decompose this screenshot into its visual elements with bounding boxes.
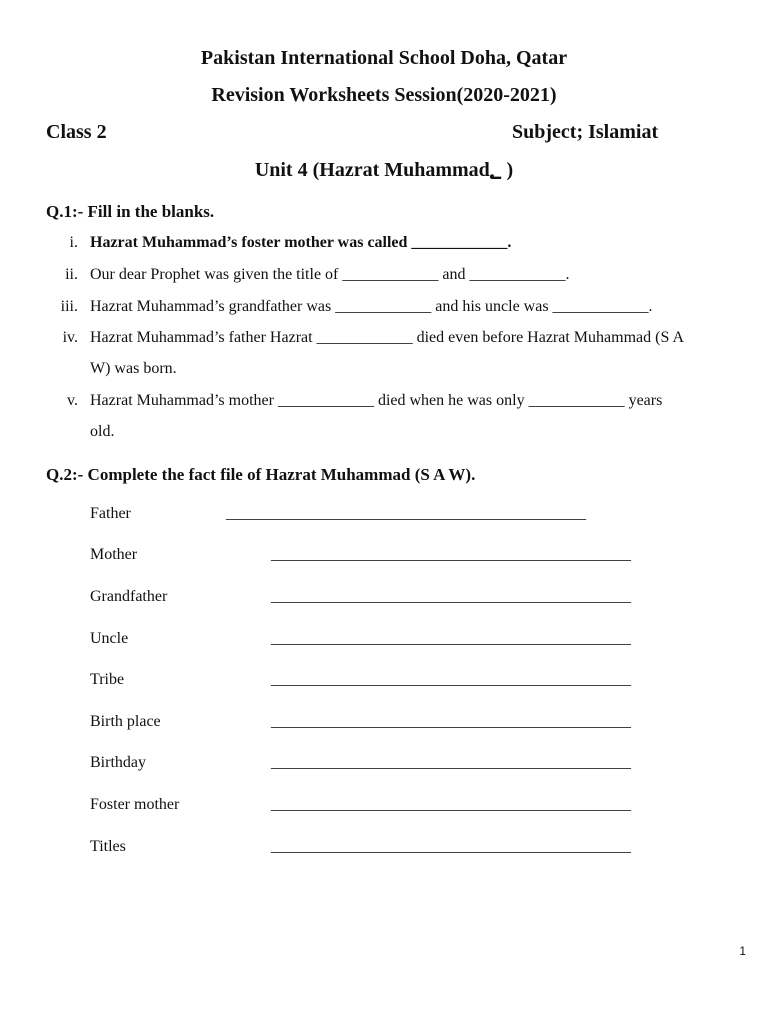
item-text: Hazrat Muhammad’s grandfather was ____________ and his uncle was ____________. xyxy=(90,298,653,315)
fact-label: Grandfather xyxy=(90,588,168,605)
item-text: Hazrat Muhammad’s foster mother was called ____________. xyxy=(90,234,512,251)
answer-blank[interactable]: _____________________________________________ xyxy=(271,588,631,605)
school-title: Pakistan International School Doha, Qatar xyxy=(200,47,568,69)
item-text-continued: W) was born. xyxy=(90,360,177,377)
page-number: 1 xyxy=(739,944,746,958)
class-label: Class 2 xyxy=(46,121,107,143)
answer-blank[interactable]: _____________________________________________ xyxy=(271,671,631,688)
question-1-title: Q.1:- Fill in the blanks. xyxy=(46,202,215,221)
fact-label: Foster mother xyxy=(90,796,180,813)
item-number: iii. xyxy=(60,298,78,315)
fact-label: Titles xyxy=(90,838,126,855)
item-text: Hazrat Muhammad’s mother ____________ died when he was only ____________ years xyxy=(90,392,663,409)
fact-label: Tribe xyxy=(90,671,125,688)
answer-blank[interactable]: _____________________________________________ xyxy=(271,546,631,563)
answer-blank[interactable]: _____________________________________________ xyxy=(271,796,631,813)
item-text: Our dear Prophet was given the title of ____________ and ____________. xyxy=(90,266,570,283)
fact-label: Uncle xyxy=(90,630,129,647)
fact-label: Father xyxy=(90,505,131,522)
question-2-title: Q.2:- Complete the fact file of Hazrat Muhammad (S A W). xyxy=(46,465,476,484)
item-number: iv. xyxy=(62,329,78,346)
fact-label: Birth place xyxy=(90,713,161,730)
answer-blank[interactable]: _____________________________________________ xyxy=(271,630,631,647)
item-text: Hazrat Muhammad’s father Hazrat ____________ died even before Hazrat Muhammad (S A xyxy=(90,329,685,346)
answer-blank[interactable]: _____________________________________________ xyxy=(271,838,631,855)
session-title: Revision Worksheets Session(2020-2021) xyxy=(211,84,557,106)
subject-label: Subject; Islamiat xyxy=(512,121,659,143)
fact-label: Mother xyxy=(90,546,138,563)
item-number: ii. xyxy=(65,266,78,283)
answer-blank[interactable]: _____________________________________________ xyxy=(271,713,631,730)
item-number: i. xyxy=(69,234,78,251)
fact-label: Birthday xyxy=(90,754,146,771)
answer-blank[interactable]: _____________________________________________ xyxy=(226,505,586,522)
answer-blank[interactable]: _____________________________________________ xyxy=(271,754,631,771)
item-number: v. xyxy=(67,392,78,409)
unit-title: Unit 4 (Hazrat Muhammad؂ ) xyxy=(254,159,514,181)
item-text-continued: old. xyxy=(90,423,115,440)
